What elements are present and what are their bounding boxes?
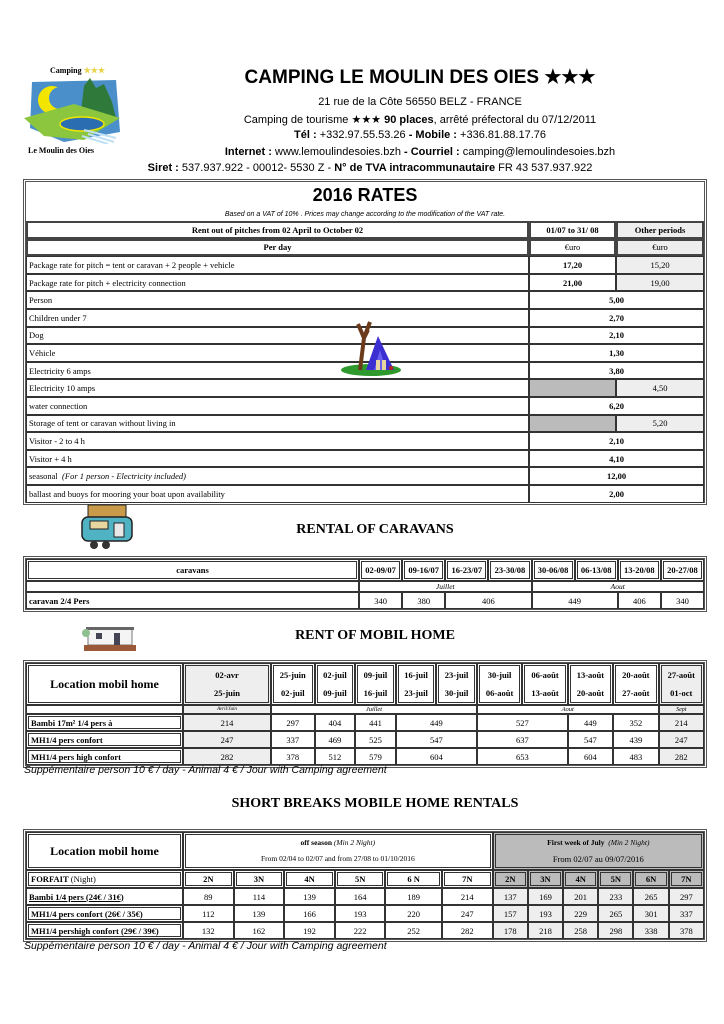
table-header-row: Location mobil home off season (Min 2 Night) From 02/04 to 02/07 and from 27/08 to 01/10/2016 First week of July (Min 2 Night) From 02/07 au 09/07/2016 <box>26 832 704 870</box>
month-row: Avril/Juin Juillet Aout Sept <box>26 705 704 714</box>
mobilhome-section-title: RENT OF MOBIL HOME <box>295 628 455 643</box>
mobilhome-table-box <box>23 660 707 768</box>
table-row: Package rate for pitch + electricity connection 21,00 19,00 <box>26 274 704 292</box>
caravans-table <box>26 559 704 609</box>
table-row: Véhicle 1,30 <box>26 344 704 362</box>
table-row: Storage of tent or caravan without living in 5,20 <box>26 415 704 433</box>
web-line: Internet : www.lemoulindesoies.bzh - Courriel : camping@lemoulindesoies.bzh <box>224 146 616 158</box>
phone-number[interactable]: +332.97.55.53.26 <box>316 129 409 141</box>
shortbreaks-table <box>26 832 704 939</box>
table-row: Person 5,00 <box>26 291 704 309</box>
table-row: Package rate for pitch = tent or caravan + 2 people + vehicle 17,20 15,20 <box>26 256 704 274</box>
website-link[interactable]: www.lemoulindesoies.bzh <box>271 146 405 158</box>
caravan-clipart-icon <box>78 503 138 551</box>
table-row: Electricity 6 amps 3,80 <box>26 362 704 380</box>
table-header-row: Rent out of pitches from 02 April to October 02 01/07 to 31/ 08 Other periods <box>26 221 704 239</box>
address: 21 rue de la Côte 56550 BELZ - FRANCE <box>318 96 522 108</box>
table-header-row: Location mobil home 02-avr 25-juin 25-juin 02-juil 02-juil 09-juil 09-juil 16-juil 16-juil 23-juil 23-juil 30-juil 30-juil 06-août 06-août 13-août 13-août 20-août 20-août 27-août 27-août 01-oct <box>26 663 704 705</box>
rates-title: 2016 RATES <box>312 185 418 205</box>
month-row: Juillet Aout <box>26 581 704 592</box>
logo-bottom-text: Le Moulin des Oies <box>28 146 95 155</box>
table-row: Visitor - 2 to 4 h 2,10 <box>26 432 704 450</box>
caravans-section-title: RENTAL OF CARAVANS <box>296 522 454 537</box>
shortbreaks-table-box <box>23 829 707 942</box>
table-row: Children under 7 2,70 <box>26 309 704 327</box>
table-row: water connection 6,20 <box>26 397 704 415</box>
shortbreaks-section-title: SHORT BREAKS MOBILE HOME RENTALS <box>231 796 519 811</box>
table-header-row: caravans 02-09/07 09-16/07 16-23/07 23-30/08 30-06/08 06-13/08 13-20/08 20-27/08 <box>26 559 704 581</box>
logo-landscape-icon <box>24 78 124 144</box>
caravans-table-box <box>23 556 707 612</box>
table-row: ballast and buoys for mooring your boat upon availability 2,00 <box>26 485 704 503</box>
camping-logo <box>22 66 128 158</box>
classification: Camping de tourisme ★★★ 90 places, arrêté préfectoral du 07/12/2011 <box>243 114 597 126</box>
table-row: MH1/4 pershigh confort (29€ / 39€) 132 162 192 222 252 282 178 218 258 298 338 378 <box>26 922 704 939</box>
table-row: MH1/4 pers high confort 282 378 512 579 604 653 604 483 282 <box>26 748 704 765</box>
phone-line: Tél : +332.97.55.53.26 - Mobile : +336.81.88.17.76 <box>294 129 546 141</box>
table-row: seasonal (For 1 person - Electricity included) 12,00 <box>26 467 704 485</box>
vat-note: Based on a VAT of 10% . Prices may change according to the modification of the VAT rate. <box>224 211 506 218</box>
mobilhome-table <box>26 663 704 765</box>
table-subheader-row: Per day €uro €uro <box>26 239 704 257</box>
logo-top-text: Camping ★★★ <box>50 66 106 75</box>
table-row: Bambi 17m² 1/4 pers à 214 297 404 441 449 527 449 352 214 <box>26 714 704 731</box>
mobile-number[interactable]: +336.81.88.17.76 <box>456 129 546 141</box>
page-title: CAMPING LE MOULIN DES OIES ★★★ <box>244 67 596 88</box>
logo-stars: ★★★ <box>83 66 106 75</box>
table-row: MH1/4 pers confort 247 337 469 525 547 637 547 439 247 <box>26 731 704 748</box>
table-row: MH1/4 pers confort (26€ / 35€) 112 139 166 193 220 247 157 193 229 265 301 337 <box>26 905 704 922</box>
shortbreaks-supplement-note: Suppémentaire person 10 € / day - Animal 4 € / Jour with Camping agreement <box>24 940 387 952</box>
siret-line: Siret : 537.937.922 - 00012- 5530 Z - N° de TVA intracommunautaire FR 43 537.937.922 <box>147 162 593 174</box>
tent-clipart-icon <box>338 318 404 378</box>
table-row: Bambi 1/4 pers (24€ / 31€) 89 114 139 164 189 214 137 169 201 233 265 297 <box>26 888 704 905</box>
table-row: Electricity 10 amps 4,50 <box>26 379 704 397</box>
mobilhome-supplement-note: Suppémentaire person 10 € / day - Animal 4 € / Jour with Camping agreement <box>24 764 387 776</box>
table-row: Visitor + 4 h 4,10 <box>26 450 704 468</box>
email-link[interactable]: camping@lemoulindesoies.bzh <box>459 146 616 158</box>
table-row: Dog 2,10 <box>26 327 704 345</box>
table-row: caravan 2/4 Pers 340 380 406 449 406 340 <box>26 592 704 609</box>
nights-header-row: FORFAIT (Night) 2N 3N 4N 5N 6 N 7N 2N 3N 4N 5N 6N 7N <box>26 870 704 888</box>
